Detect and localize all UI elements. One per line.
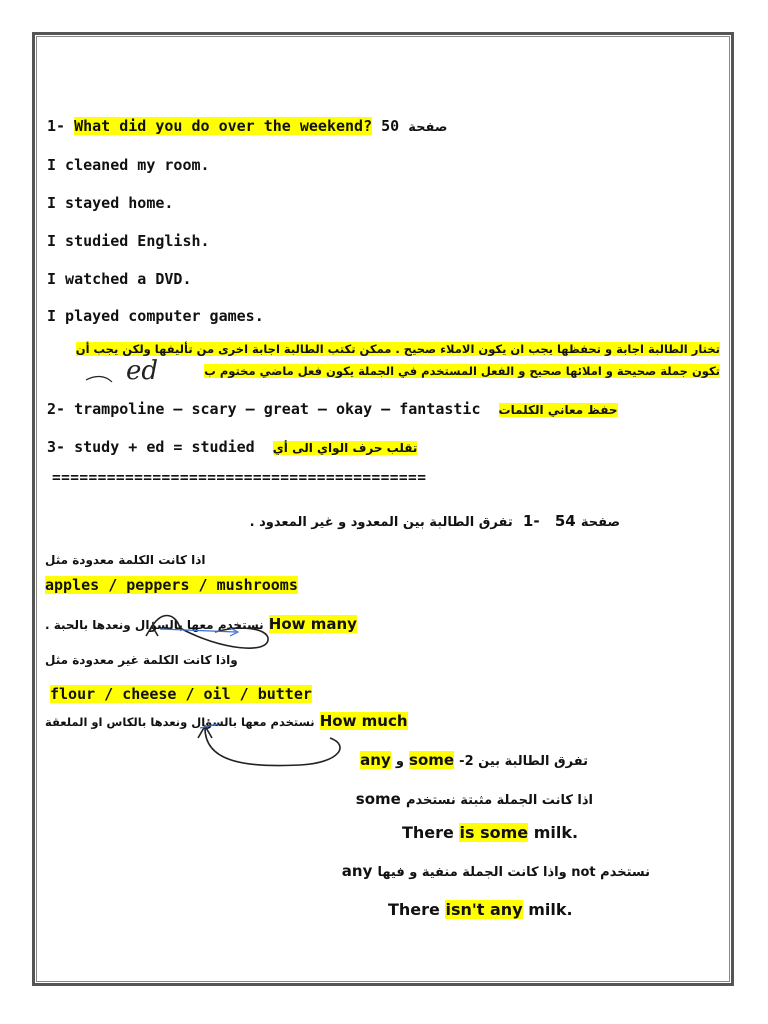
uncountable-examples: [50, 685, 312, 703]
handwritten-ed: ed: [126, 356, 159, 386]
countable-examples-text: apples / peppers / mushrooms: [45, 576, 298, 594]
q2-note: حفظ معاني الكلمات: [498, 403, 618, 417]
q3-note: تقلب حرف الواي الى أي: [272, 441, 418, 455]
some-rule-text: اذا كانت الجملة مثبتة نستخدم: [405, 793, 593, 808]
note-line-2-text: تكون جملة صحيحة و املائها صحيح و الفعل المستخدم في الجملة يكون فعل ماضي مختوم ب: [204, 364, 720, 378]
q3-rule: 3- study + ed = studied: [47, 438, 255, 456]
answer-4: I watched a DVD.: [47, 270, 192, 288]
countable-examples: [45, 576, 298, 594]
how-much-line: [45, 711, 408, 730]
q1-line: [47, 117, 447, 135]
q2-some-any-line: [360, 750, 588, 769]
page-border-inner: [36, 36, 730, 982]
example-any-post: milk.: [528, 900, 573, 919]
answer-1: I cleaned my room.: [47, 156, 210, 174]
q2-line: [47, 400, 618, 418]
example-any-pre: There: [388, 900, 440, 919]
countable-intro-text: اذا كانت الكلمة معدودة مثل: [45, 553, 206, 567]
some-rule-word: some: [355, 790, 401, 808]
heading-page-word: صفحة: [580, 515, 620, 530]
uncountable-intro: [45, 649, 238, 668]
any-rule-line: [342, 861, 650, 880]
section2-heading: [250, 511, 620, 530]
q2-some: some: [409, 751, 455, 769]
q2-any: any: [360, 751, 391, 769]
uncountable-intro-text: واذا كانت الكلمة غير معدودة مثل: [45, 653, 238, 667]
uncountable-examples-text: flour / cheese / oil / butter: [50, 685, 312, 703]
some-rule-line: [356, 789, 593, 808]
note-line-1: [30, 338, 720, 357]
example-some: [402, 823, 578, 842]
any-rule-word: any: [341, 862, 373, 880]
example-any: [388, 900, 573, 919]
heading-number: -1: [522, 512, 540, 530]
heading-page-number: 54: [554, 512, 576, 530]
countable-intro: [45, 549, 205, 568]
how-much-note: نستخدم معها بالسؤال ونعدها بالكاس او الملعقة: [45, 715, 315, 729]
how-many-line: [45, 614, 357, 633]
answer-3: I studied English.: [47, 232, 210, 250]
example-some-hl: is some: [459, 823, 529, 842]
how-many-note: نستخدم معها بالسؤال ونعدها بالحبة .: [45, 618, 264, 632]
example-some-pre: There: [402, 823, 454, 842]
q3-line: [47, 438, 417, 456]
q1-page-word: صفحة: [408, 120, 448, 135]
example-some-post: milk.: [533, 823, 579, 842]
example-any-hl: isn't any: [445, 900, 523, 919]
q1-page-number: 50: [381, 117, 400, 135]
how-much-label: How much: [319, 712, 408, 730]
q1-number: 1-: [47, 117, 66, 135]
how-many-label: How many: [268, 615, 357, 633]
q2-and: و: [395, 754, 404, 769]
q2-prefix: تفرق الطالبة بين 2-: [459, 754, 588, 769]
q2-words: 2- trampoline – scary – great – okay – fantastic: [47, 400, 481, 418]
note-line-1-text: تختار الطالبة اجابة و تحفظها يجب ان يكون الاملاء صحيح . ممكن تكتب الطالبة اجابة اخرى من تأليفها ولكن يجب أن: [75, 342, 720, 356]
q1-question: What did you do over the weekend?: [74, 117, 373, 135]
any-rule-text: نستخدم not واذا كانت الجملة منفية و فيها: [377, 865, 650, 880]
heading-text: تفرق الطالبة بين المعدود و غير المعدود .: [249, 515, 513, 530]
answer-5: I played computer games.: [47, 307, 264, 325]
answer-2: I stayed home.: [47, 194, 174, 212]
separator-line: =========================================: [52, 470, 427, 486]
